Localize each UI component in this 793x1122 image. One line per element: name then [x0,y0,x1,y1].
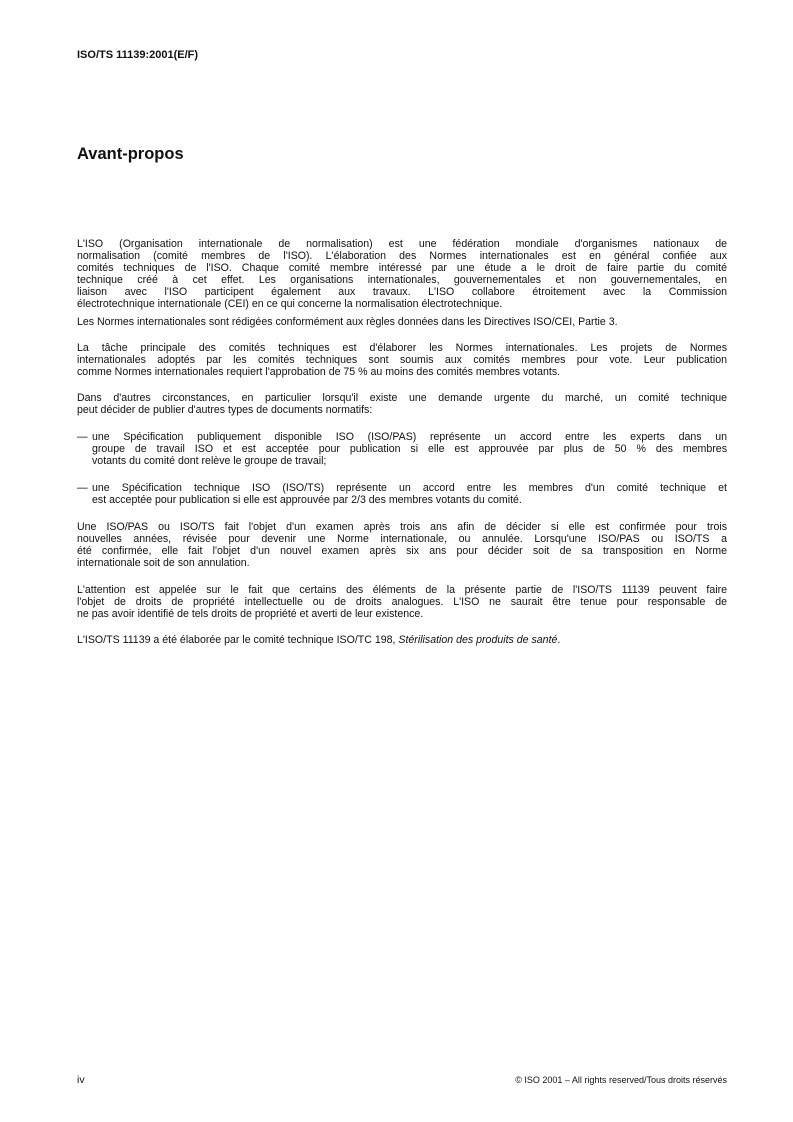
copyright: © ISO 2001 – All rights reserved/Tous droits réservés [515,1075,727,1085]
paragraph [77,316,727,328]
text-line: technique créé à cet effet. Les organisations internationales, gouvernementales et non gouvernementales, en [77,274,727,286]
text-line: comités techniques de l'ISO. Chaque comité membre intéressé par une étude a le droit de faire partie du comité [77,262,727,274]
text-line: électrotechnique internationale (CEI) en ce qui concerne la normalisation électrotechnique. [77,298,503,310]
paragraph [77,238,727,310]
text-line: internationales adoptés par les comités techniques sont soumis aux comités membres pour vote. Leur publication [77,354,727,366]
paragraph-committee [77,634,727,646]
text-line: est acceptée pour publication si elle est approuvée par 2/3 des membres votants du comité. [92,494,522,506]
committee-text: L'ISO/TS 11139 a été élaborée par le comité technique ISO/TC 198, [77,634,399,646]
text-line: nouvelles années, révisée pour devenir une Norme internationale, ou annulée. Lorsqu'une ISO/PAS ou ISO/TS a [77,533,727,545]
bullet-dash: — [77,431,88,443]
bullet-dash: — [77,482,88,494]
text-line: Une ISO/PAS ou ISO/TS fait l'objet d'un examen après trois ans afin de décider si elle est confirmée pour trois [77,521,727,533]
section-title: Avant-propos [77,145,184,163]
text-line: liaison avec l'ISO participent également aux travaux. L'ISO collabore étroitement avec la Commission [77,286,727,298]
text-line: Dans d'autres circonstances, en particulier lorsqu'il existe une demande urgente du marché, un comité technique [77,392,727,404]
document-header: ISO/TS 11139:2001(E/F) [77,49,199,61]
text-line: une Spécification technique ISO (ISO/TS) représente un accord entre les membres d'un comité technique et [92,482,727,494]
paragraph [77,521,727,569]
bullet-item [77,431,727,467]
text-line: internationale soit de son annulation. [77,557,250,569]
text-line: peut décider de publier d'autres types de documents normatifs: [77,404,373,416]
text-line: groupe de travail ISO et est acceptée pour publication si elle est approuvée par plus de 50 % des membres [92,443,727,455]
text-line: L'ISO (Organisation internationale de normalisation) est une fédération mondiale d'organismes nationaux de [77,238,727,250]
committee-title: Stérilisation des produits de santé [398,634,558,646]
text-line: votants du comité dont relève le groupe de travail; [92,455,327,467]
text-line: une Spécification publiquement disponible ISO (ISO/PAS) représente un accord entre les experts dans un [92,431,727,443]
paragraph [77,584,727,620]
committee-end: . [557,634,561,646]
page-number: iv [77,1074,85,1086]
text-line: comme Normes internationales requiert l'approbation de 75 % au moins des comités membres votants. [77,366,561,378]
text-line: Les Normes internationales sont rédigées conformément aux règles données dans les Directives ISO/CEI, Partie 3. [77,316,618,328]
text-line: ne pas avoir identifié de tels droits de propriété et averti de leur existence. [77,608,424,620]
paragraph [77,342,727,378]
paragraph [77,392,727,416]
text-line: été confirmée, elle fait l'objet d'un nouvel examen après six ans pour décider soit de sa transposition en Norme [77,545,727,557]
text-line: normalisation (comité membres de l'ISO). L'élaboration des Normes internationales est en général confiée aux [77,250,727,262]
text-line: L'attention est appelée sur le fait que certains des éléments de la présente partie de l'ISO/TS 11139 peuvent faire [77,584,727,596]
bullet-item [77,482,727,506]
text-line: l'objet de droits de propriété intellectuelle ou de droits analogues. L'ISO ne saurait être tenue pour responsable de [77,596,727,608]
text-line: La tâche principale des comités techniques est d'élaborer les Normes internationales. Les projets de Normes [77,342,727,354]
